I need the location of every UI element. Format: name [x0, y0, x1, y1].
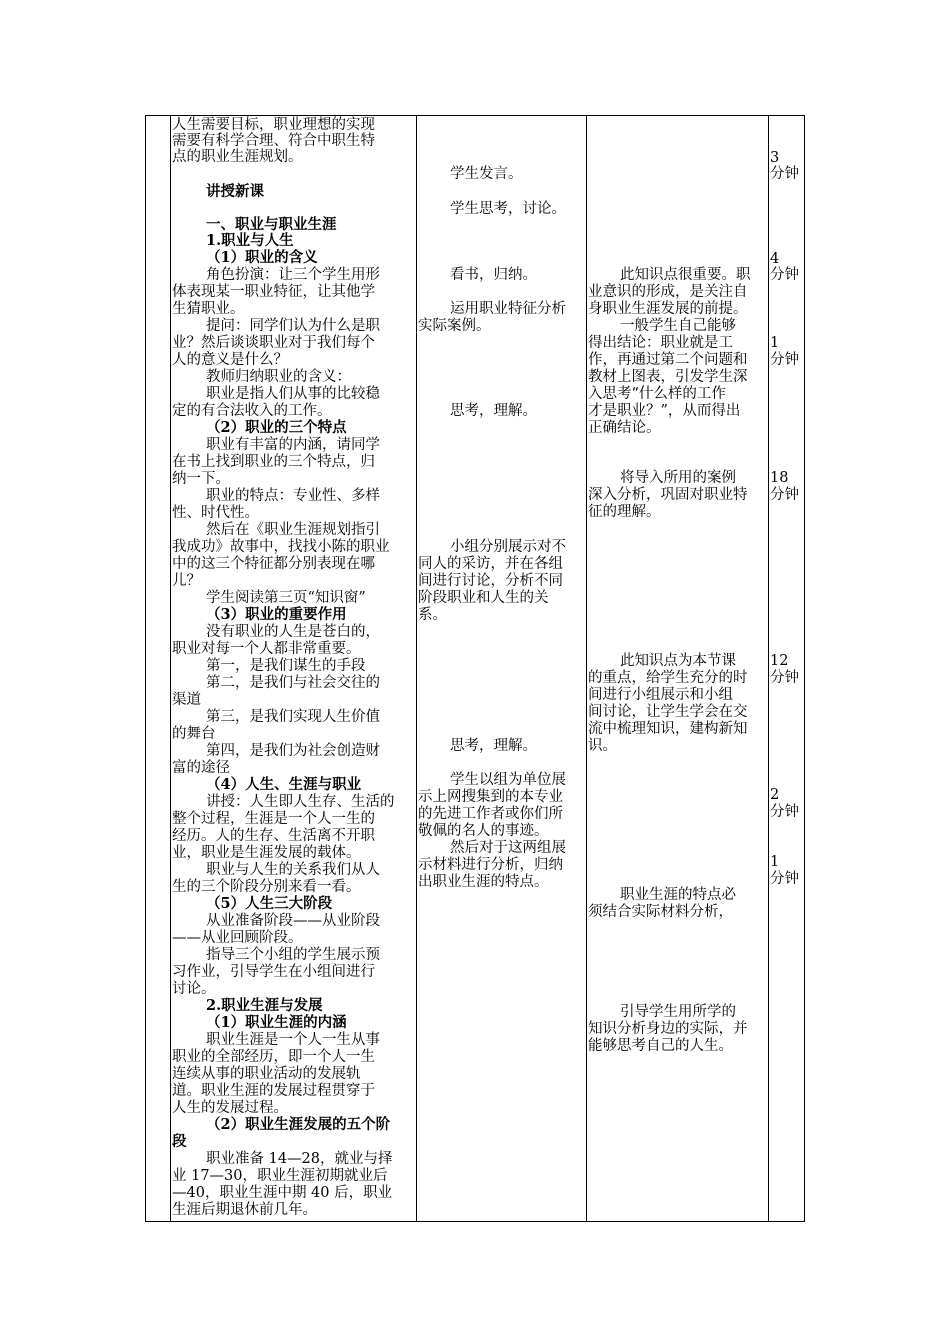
text-line: 阶段职业和人生的关 [418, 590, 549, 606]
table-bottom-border [145, 1221, 805, 1222]
text-line: —40，职业生涯中期 40 后，职业 [172, 1185, 393, 1201]
text-line: 生猜职业。 [172, 301, 245, 317]
text-line: 整个过程，生涯是一个人一生的 [172, 811, 375, 827]
text-line: 敬佩的名人的事迹。 [418, 823, 549, 839]
section-heading: （2）职业的三个特点 [206, 419, 347, 436]
text-line: 第二，是我们与社会交往的 [206, 675, 380, 691]
text-line: 业，职业是生涯发展的载体。 [172, 845, 361, 861]
text-line: 能够思考自己的人生。 [588, 1038, 733, 1054]
text-line: 指导三个小组的学生展示预 [206, 947, 380, 963]
text-line: 实际案例。 [418, 318, 491, 334]
section-heading: 一、职业与职业生涯 [206, 216, 337, 233]
table-top-border [145, 115, 805, 116]
text-line: 职业的全部经历，即一个人一生 [172, 1049, 375, 1065]
text-line: 我成功》故事中，找找小陈的职业 [172, 539, 390, 555]
table-border-left [145, 115, 146, 1222]
section-heading: （1）职业生涯的内涵 [206, 1014, 347, 1031]
text-line: 习作业，引导学生在小组间进行 [172, 964, 375, 980]
text-line: 的舞台 [172, 726, 216, 742]
text-line: 道。职业生涯的发展过程贯穿于 [172, 1083, 375, 1099]
text-line: 渠道 [172, 692, 201, 708]
text-line: 入思考“什么样的工作 [588, 386, 726, 402]
text-line: 职业对每一个人都非常重要。 [172, 641, 361, 657]
column-divider-3 [586, 115, 587, 1222]
text-line: 将导入所用的案例 [620, 470, 736, 486]
text-line: 生的三个阶段分别来看一看。 [172, 879, 361, 895]
text-line: 连续从事的职业活动的发展轨 [172, 1066, 361, 1082]
text-line: 学生思考，讨论。 [450, 201, 566, 217]
text-line: 的重点，给学生充分的时 [588, 670, 748, 686]
text-line: 作，再通过第二个问题和 [588, 352, 748, 368]
text-line: 引导学生用所学的 [620, 1004, 736, 1020]
text-line: 中的这三个特征都分别表现在哪 [172, 556, 375, 572]
text-line: 职业与人生的关系我们从人 [206, 862, 380, 878]
text-line: 教材上图表，引发学生深 [588, 369, 748, 385]
text-line: 思考，理解。 [450, 738, 537, 754]
section-heading: （5）人生三大阶段 [206, 895, 333, 912]
text-line: 须结合实际材料分析， [588, 904, 733, 920]
text-line: 识。 [588, 738, 617, 754]
text-line: 间进行讨论，分析不同 [418, 573, 563, 589]
text-line: 一般学生自己能够 [620, 318, 736, 334]
text-line: 角色扮演：让三个学生用形 [206, 267, 380, 283]
time-unit: 分钟 [770, 352, 799, 368]
time-value: 1 [770, 854, 780, 870]
section-heading: 2.职业生涯与发展 [206, 997, 323, 1014]
text-line: 然后对于这两组展 [450, 840, 566, 856]
text-line: 从业准备阶段——从业阶段 [206, 913, 380, 929]
text-line: 征的理解。 [588, 504, 661, 520]
text-line: 小组分别展示对不 [450, 539, 566, 555]
text-line: 知识分析身边的实际，并 [588, 1021, 748, 1037]
text-line: 业？然后谈谈职业对于我们每个 [172, 335, 375, 351]
text-line: 正确结论。 [588, 420, 661, 436]
text-line: 职业的特点：专业性、多样 [206, 488, 380, 504]
text-line: 示材料进行分析，归纳 [418, 857, 563, 873]
text-line: 才是职业？”，从而得出 [588, 403, 741, 419]
time-unit: 分钟 [770, 871, 799, 887]
text-line: 然后在《职业生涯规划指引 [206, 522, 380, 538]
text-line: 人的意义是什么？ [172, 352, 288, 368]
time-value: 4 [770, 251, 780, 267]
text-line: 性、时代性。 [172, 505, 259, 521]
text-line: 儿？ [172, 573, 201, 589]
text-line: 深入分析，巩固对职业特 [588, 487, 748, 503]
column-divider-1 [170, 115, 171, 1222]
text-line: 经历。人的生存、生活离不开职 [172, 828, 375, 844]
text-line: 学生发言。 [450, 166, 523, 182]
text-line: 在书上找到职业的三个特点，归 [172, 454, 375, 470]
section-heading: 1.职业与人生 [206, 232, 294, 249]
time-unit: 分钟 [770, 267, 799, 283]
text-line: 没有职业的人生是苍白的， [206, 624, 380, 640]
text-line: 第一，是我们谋生的手段 [206, 658, 366, 674]
text-line: 思考，理解。 [450, 403, 537, 419]
section-heading: （4）人生、生涯与职业 [206, 776, 362, 793]
section-heading: 讲授新课 [206, 183, 264, 200]
text-line: 此知识点为本节课 [620, 653, 736, 669]
text-line: 职业有丰富的内涵，请同学 [206, 437, 380, 453]
time-unit: 分钟 [770, 670, 799, 686]
time-unit: 分钟 [770, 487, 799, 503]
text-line: 职业生涯的特点必 [620, 887, 736, 903]
text-line: 业意识的形成，是关注自 [588, 284, 748, 300]
text-line: 职业生涯是一个人一生从事 [206, 1032, 380, 1048]
text-line: 定的有合法收入的工作。 [172, 403, 332, 419]
text-line: 同人的采访，并在各组 [418, 556, 563, 572]
text-line: 人生需要目标，职业理想的实现 [172, 117, 375, 133]
text-line: 示上网搜集到的本专业 [418, 789, 563, 805]
time-unit: 分钟 [770, 166, 799, 182]
column-divider-2 [416, 115, 417, 1222]
text-line: 提问：同学们认为什么是职 [206, 318, 380, 334]
text-line: 第三，是我们实现人生价值 [206, 709, 380, 725]
time-value: 2 [770, 787, 780, 803]
text-line: 点的职业生涯规划。 [172, 149, 303, 165]
text-line: 间讨论，让学生学会在交 [588, 704, 748, 720]
text-line: 纳一下。 [172, 471, 230, 487]
text-line: 看书，归纳。 [450, 267, 537, 283]
time-value: 1 [770, 335, 780, 351]
section-heading: （3）职业的重要作用 [206, 606, 347, 623]
text-line: 身职业生涯发展的前提。 [588, 301, 748, 317]
text-line: ——从业回顾阶段。 [172, 930, 303, 946]
time-unit: 分钟 [770, 804, 799, 820]
text-line: 教师归纳职业的含义： [206, 369, 351, 385]
text-line: 运用职业特征分析 [450, 301, 566, 317]
section-heading: （1）职业的含义 [206, 249, 318, 266]
time-value: 3 [770, 150, 780, 166]
text-line: 学生阅读第三页“知识窗” [206, 590, 366, 606]
text-line: 讲授：人生即人生存、生活的 [206, 794, 395, 810]
section-heading: （2）职业生涯发展的五个阶 [206, 1116, 391, 1133]
text-line: 业 17—30，职业生涯初期就业后 [172, 1168, 388, 1184]
column-divider-4 [768, 115, 769, 1222]
text-line: 需要有科学合理、符合中职生特 [172, 133, 375, 149]
text-line: 职业准备 14—28，就业与择 [206, 1151, 393, 1167]
text-line: 学生以组为单位展 [450, 772, 566, 788]
text-line: 富的途径 [172, 760, 230, 776]
text-line: 间进行小组展示和小组 [588, 687, 733, 703]
text-line: 流中梳理知识，建构新知 [588, 721, 748, 737]
text-line: 系。 [418, 607, 447, 623]
text-line: 第四，是我们为社会创造财 [206, 743, 380, 759]
text-line: 的先进工作者或你们所 [418, 806, 563, 822]
text-line: 人生的发展过程。 [172, 1100, 288, 1116]
text-line: 出职业生涯的特点。 [418, 874, 549, 890]
section-heading: 段 [172, 1133, 187, 1150]
time-value: 18 [770, 470, 789, 486]
text-line: 得出结论：职业就是工 [588, 335, 733, 351]
time-value: 12 [770, 653, 789, 669]
text-line: 此知识点很重要。职 [620, 267, 751, 283]
text-line: 讨论。 [172, 981, 216, 997]
text-line: 体表现某一职业特征，让其他学 [172, 284, 375, 300]
text-line: 职业是指人们从事的比较稳 [206, 386, 380, 402]
table-border-right [804, 115, 805, 1222]
text-line: 生涯后期退休前几年。 [172, 1202, 317, 1218]
